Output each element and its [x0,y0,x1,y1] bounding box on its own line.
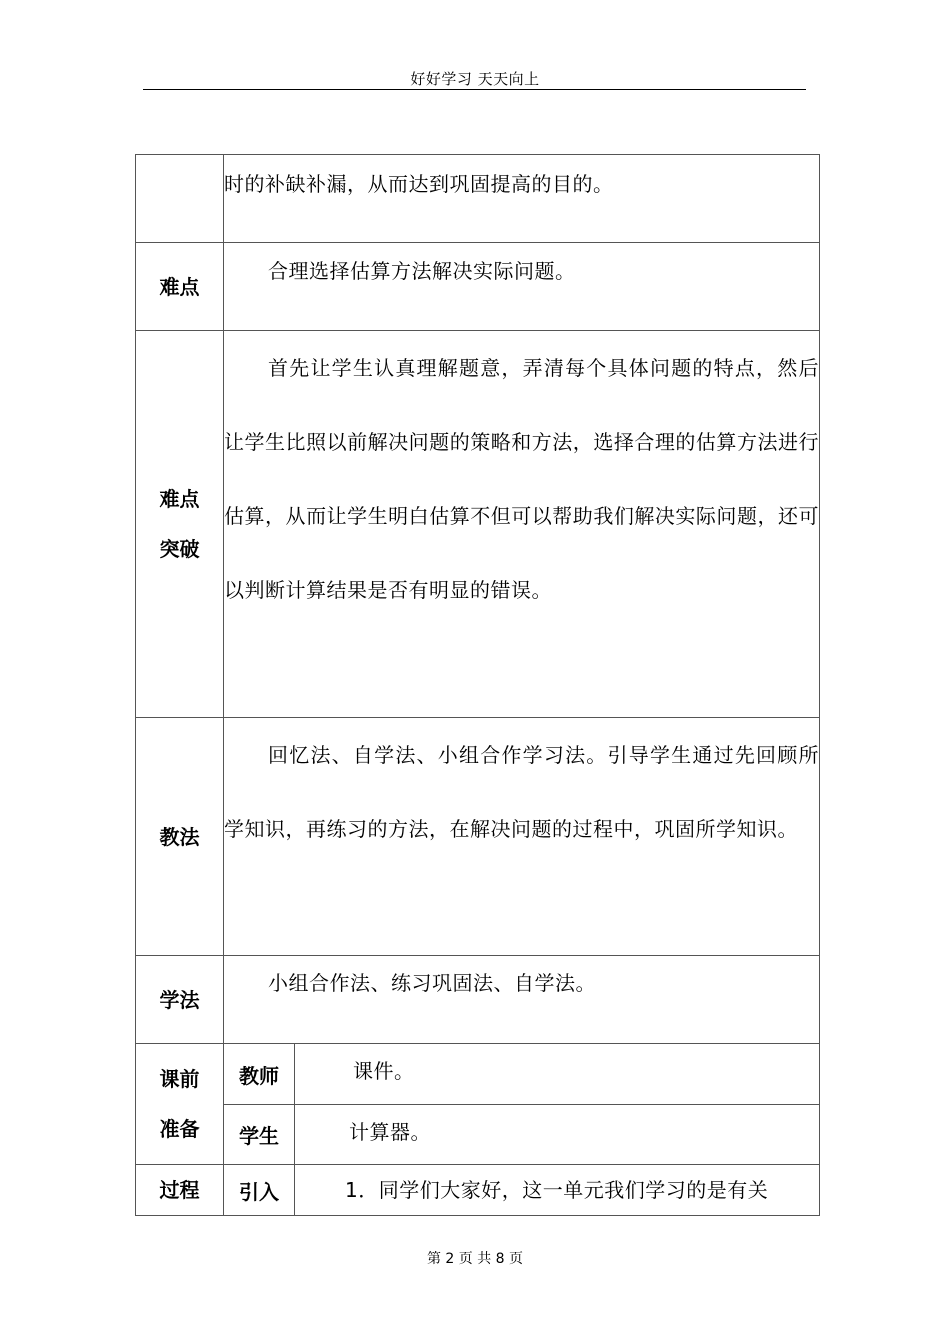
preparation-label-line1: 课前 [159,1067,200,1091]
breakthrough-label-line1: 难点 [159,487,200,511]
learning-method-text: 小组合作法、练习巩固法、自学法。 [268,971,596,995]
row-breakthrough [136,331,820,718]
label-cell-empty [136,155,224,243]
teacher-text: 课件。 [353,1059,415,1083]
breakthrough-label [136,331,224,718]
learning-method-cell [224,956,820,1044]
page-header-title: 好好学习 天天向上 [410,70,540,88]
process-text: 1．同学们大家好，这一单元我们学习的是有关 [345,1178,769,1202]
learning-method-label: 学法 [136,956,224,1044]
row-difficulty [136,243,820,331]
difficulty-text: 合理选择估算方法解决实际问题。 [268,259,576,283]
page-footer: 第 2 页 共 8 页 [426,1251,524,1267]
breakthrough-text: 首先让学生认真理解题意，弄清每个具体问题的特点，然后让学生比照以前解决问题的策略和方法，选择合理的估算方法进行估算，从而让学生明白估算不但可以帮助我们解决实际问题，还可以判断计算结果是否有明显的错误。 [224,356,819,602]
process-cell [295,1165,820,1216]
student-text: 计算器。 [349,1120,431,1144]
row-process [136,1165,820,1216]
lesson-plan-table [135,154,820,1216]
teaching-method-cell [224,718,820,956]
student-label: 学生 [224,1105,295,1165]
row-prep-teacher [136,1044,820,1105]
intro-label: 引入 [224,1165,295,1216]
student-cell [295,1105,820,1165]
preparation-label [136,1044,224,1165]
teaching-method-text: 回忆法、自学法、小组合作学习法。引导学生通过先回顾所学知识，再练习的方法，在解决问题的过程中，巩固所学知识。 [224,743,819,841]
teacher-label: 教师 [224,1044,295,1105]
row-continuation [136,155,820,243]
continuation-cell [224,155,820,243]
teacher-cell [295,1044,820,1105]
preparation-label-line2: 准备 [159,1117,200,1141]
process-label: 过程 [136,1165,224,1216]
row-teaching-method [136,718,820,956]
continuation-text: 时的补缺补漏，从而达到巩固提高的目的。 [224,172,614,196]
header-rule [143,89,806,90]
breakthrough-cell [224,331,820,718]
breakthrough-label-line2: 突破 [159,537,200,561]
difficulty-cell [224,243,820,331]
row-learning-method [136,956,820,1044]
row-prep-student [136,1105,820,1165]
difficulty-label: 难点 [136,243,224,331]
teaching-method-label: 教法 [136,718,224,956]
